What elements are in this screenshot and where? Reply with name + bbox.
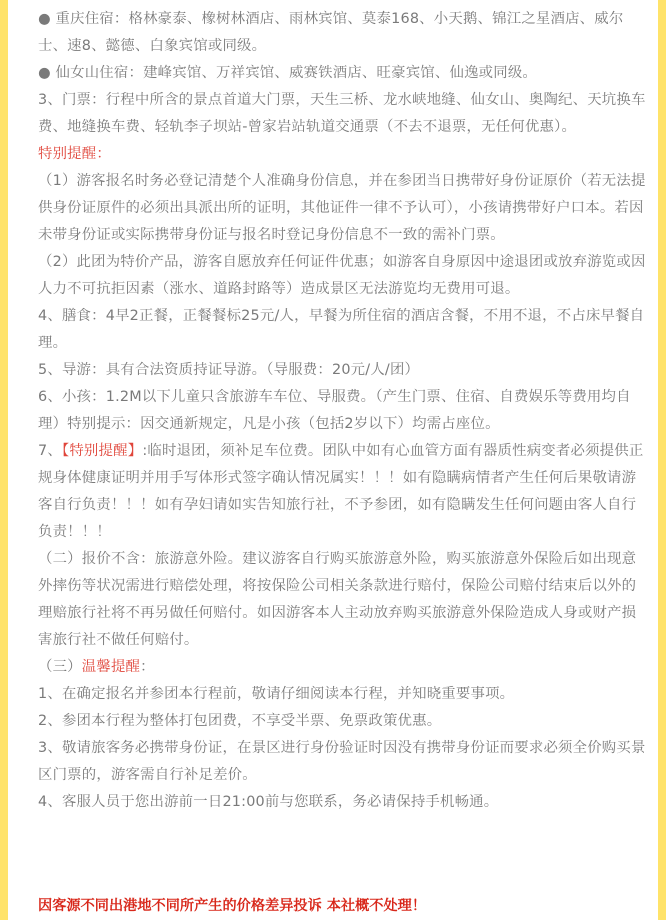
item7-highlight: 【特别提醒】 bbox=[61, 443, 143, 459]
warm-tips-suffix: ： bbox=[140, 659, 155, 675]
notice-id-requirement: （1）游客报名时务必登记清楚个人准确身份信息，并在参团当日携带好身份证原价（若无法提供身份证原件的必须出具派出所的证明，其他证件一律不予认可），小孩请携带好户口本。若因未带身份证或实际携带身份证与报名时登记身份信息不一致的需补门票。 bbox=[38, 173, 646, 243]
notice-special-offer: （2）此团为特价产品，游客自愿放弃任何证件优惠；如游客自身原因中途退团或放弃游览或因人力不可抗拒因素（涨水、道路封路等）造成景区无法游览均无费用可退。 bbox=[38, 254, 646, 297]
warm-tips-title: 温馨提醒 bbox=[81, 659, 141, 675]
tickets-info: 3、门票：行程中所含的景点首道大门票，天生三桥、龙水峡地缝、仙女山、奥陶纪、天坑换车费、地缝换车费、轻轨李子坝站-曾家岩站轨道交通票（不去不退票，无任何优惠）。 bbox=[38, 92, 646, 135]
tip-item: 2、参团本行程为整体打包团费，不享受半票、免票政策优惠。 bbox=[38, 713, 442, 729]
xiannvshan-accommodation: ● 仙女山住宿：建峰宾馆、万祥宾馆、威赛铁酒店、旺豪宾馆、仙逸或同级。 bbox=[38, 65, 538, 81]
tip-item: 1、在确定报名并参团本行程前，敬请仔细阅读本行程，并知晓重要事项。 bbox=[38, 686, 515, 702]
warm-tips-heading bbox=[38, 654, 650, 681]
price-exclusions: （二）报价不含：旅游意外险。建议游客自行购买旅游意外险，购买旅游意外保险后如出现意外摔伤等状况需进行赔偿处理，将按保险公司相关条款进行赔付，保险公司赔付结束后以外的理赔旅行社将不再另做任何赔付。如因游客本人主动放弃购买旅游意外保险造成人身或财产损害旅行社不做任何赔付。 bbox=[38, 551, 637, 648]
item7-special-notice bbox=[38, 438, 650, 546]
children-info: 6、小孩：1.2M以下儿童只含旅游车车位、导服费。（产生门票、住宿、自费娱乐等费用均自理）特别提示：因交通新规定，凡是小孩（包括2岁以下）均需占座位。 bbox=[38, 389, 631, 432]
tip-item: 4、客服人员于您出游前一日21:00前与您联系，务必请保持手机畅通。 bbox=[38, 794, 499, 810]
item7-prefix: 7、 bbox=[38, 443, 62, 459]
itinerary-notes bbox=[38, 6, 650, 816]
chongqing-accommodation: ● 重庆住宿：格林豪泰、橡树林酒店、雨林宾馆、莫泰168、小天鹅、锦江之星酒店、威尔士、速8、懿德、白象宾馆或同级。 bbox=[38, 11, 624, 54]
tip-item: 3、敬请旅客务必携带身份证，在景区进行身份验证时因没有携带身份证而要求必须全价购买景区门票的，游客需自行补足差价。 bbox=[38, 740, 646, 783]
price-complaint-footer: 因客源不同出港地不同所产生的价格差异投诉 本社概不处理！ bbox=[38, 898, 427, 914]
item7-text: :临时退团，须补足车位费。团队中如有心血管方面有器质性病变者必须提供正规身体健康证明并用手写体形式签字确认情况属实！！！如有隐瞒病情者产生任何后果敬请游客自行负责！！！如有孕妇请如实告知旅行社，不予参团，如有隐瞒发生任何问题由客人自行负责！！！ bbox=[38, 443, 644, 540]
warm-tips-prefix: （三） bbox=[38, 659, 82, 675]
guide-info: 5、导游：具有合法资质持证导游。（导服费：20元/人/团） bbox=[38, 362, 420, 378]
special-notice-title: 特别提醒： bbox=[38, 146, 111, 162]
meals-info: 4、膳食：4早2正餐，正餐餐标25元/人，早餐为所住宿的酒店含餐，不用不退，不占床早餐自理。 bbox=[38, 308, 645, 351]
